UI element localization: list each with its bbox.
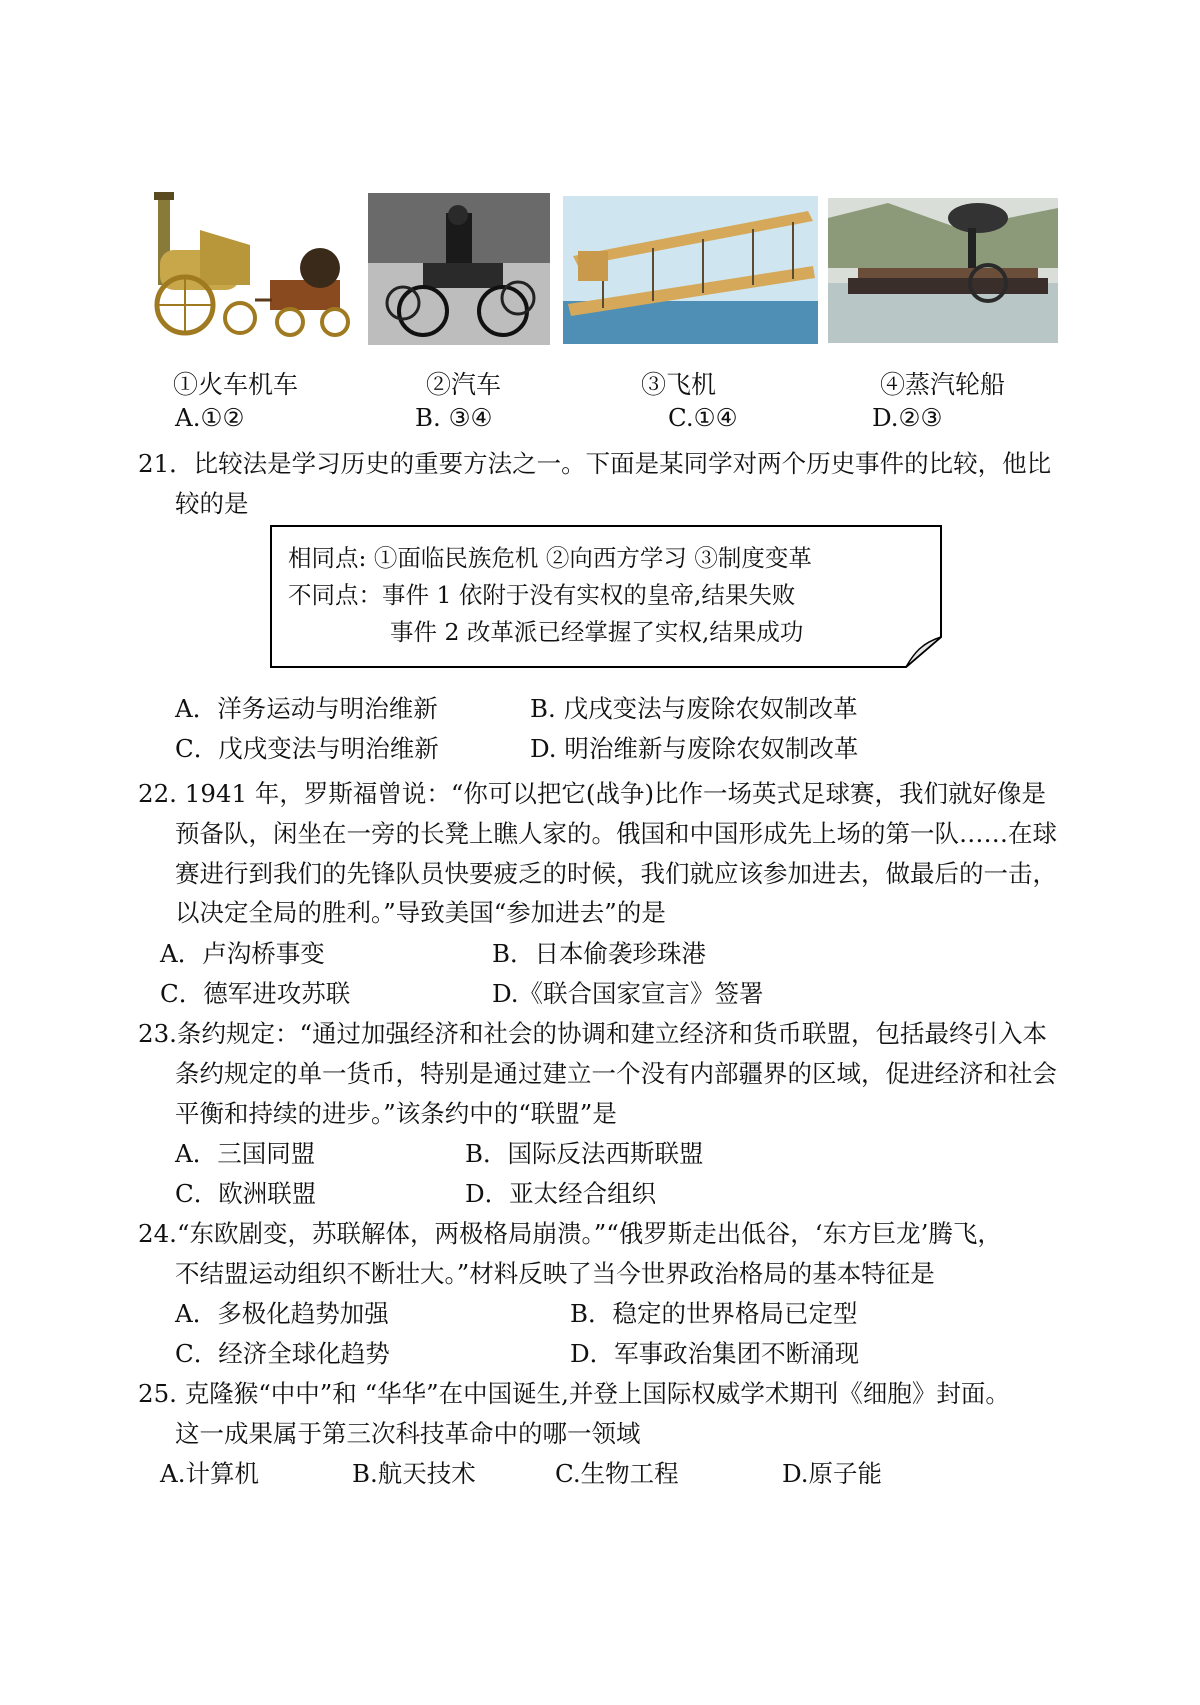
q24-option-a: A．多极化趋势加强 [175, 1299, 389, 1328]
q23-option-d: D．亚太经合组织 [465, 1179, 657, 1208]
q25-option-c: C.生物工程 [555, 1459, 679, 1488]
q20-option-c: C.①④ [668, 403, 738, 432]
q21-stem-line1: 21．比较法是学习历史的重要方法之一。下面是某同学对两个历史事件的比较，他比 [138, 449, 1052, 478]
q24-option-b: B．稳定的世界格局已定型 [570, 1299, 858, 1328]
q22-option-c: C．德军进攻苏联 [160, 979, 351, 1008]
q25-option-d: D.原子能 [782, 1459, 883, 1488]
q21-stem-line2: 较的是 [175, 489, 249, 518]
q25-option-a: A.计算机 [160, 1459, 259, 1488]
q22-option-d: D.《联合国家宣言》签署 [492, 979, 764, 1008]
q21-option-c: C．戊戌变法与明治维新 [175, 734, 439, 763]
q23-stem-line2: 条约规定的单一货币，特别是通过建立一个没有内部疆界的区域，促进经济和社会 [175, 1059, 1057, 1088]
q22-option-b: B．日本偷袭珍珠港 [492, 939, 707, 968]
comparison-box [270, 525, 942, 668]
q24-option-c: C．经济全球化趋势 [175, 1339, 390, 1368]
q22-stem-line1: 22. 1941 年，罗斯福曾说：“你可以把它(战争)比作一场英式足球赛，我们就好像是 [138, 779, 1047, 808]
q22-option-a: A．卢沟桥事变 [160, 939, 325, 968]
caption-airplane: ③飞机 [641, 370, 717, 399]
box-line-differences-2: 事件 2 改革派已经掌握了实权,结果成功 [390, 618, 804, 646]
caption-locomotive: ①火车机车 [173, 370, 299, 399]
q24-option-d: D．军事政治集团不断涌现 [570, 1339, 860, 1368]
q22-stem-line3: 赛进行到我们的先锋队员快要疲乏的时候，我们就应该参加进去，做最后的一击， [175, 859, 1057, 888]
q23-stem-line1: 23.条约规定：“通过加强经济和社会的协调和建立经济和货币联盟，包括最终引入本 [138, 1019, 1047, 1048]
q25-option-b: B.航天技术 [352, 1459, 476, 1488]
q24-stem-line2: 不结盟运动组织不断壮大。”材料反映了当今世界政治格局的基本特征是 [175, 1259, 935, 1288]
steamship-picture [828, 198, 1058, 343]
q23-option-a: A．三国同盟 [175, 1139, 316, 1168]
q21-option-b: B. 戊戌变法与废除农奴制改革 [530, 694, 858, 723]
q20-option-b: B. ③④ [415, 403, 493, 432]
airplane-picture [563, 196, 818, 344]
q23-option-b: B．国际反法西斯联盟 [465, 1139, 704, 1168]
automobile-picture [368, 193, 550, 345]
q24-stem-line1: 24.“东欧剧变，苏联解体，两极格局崩溃。”“俄罗斯走出低谷，‘东方巨龙’腾飞， [138, 1219, 1002, 1248]
q25-stem-line2: 这一成果属于第三次科技革命中的哪一领域 [175, 1419, 641, 1448]
box-line-similarities: 相同点: ①面临民族危机 ②向西方学习 ③制度变革 [288, 544, 812, 572]
q20-option-a: A.①② [175, 403, 245, 432]
q22-stem-line2: 预备队，闲坐在一旁的长凳上瞧人家的。俄国和中国形成先上场的第一队……在球 [175, 819, 1057, 848]
q25-stem-line1: 25. 克隆猴“中中”和 “华华”在中国诞生,并登上国际权威学术期刊《细胞》封面。 [138, 1379, 1010, 1408]
q21-option-a: A．洋务运动与明治维新 [175, 694, 438, 723]
q22-stem-line4: 以决定全局的胜利。”导致美国“参加进去”的是 [175, 898, 666, 927]
locomotive-picture [140, 190, 365, 340]
q20-option-d: D.②③ [872, 403, 943, 432]
caption-steamship: ④蒸汽轮船 [880, 370, 1006, 399]
q23-option-c: C．欧洲联盟 [175, 1179, 317, 1208]
box-line-differences-1: 不同点：事件 1 依附于没有实权的皇帝,结果失败 [288, 581, 796, 609]
caption-automobile: ②汽车 [426, 370, 502, 399]
q23-stem-line3: 平衡和持续的进步。”该条约中的“联盟”是 [175, 1099, 617, 1128]
q21-option-d: D. 明治维新与废除农奴制改革 [530, 734, 859, 763]
